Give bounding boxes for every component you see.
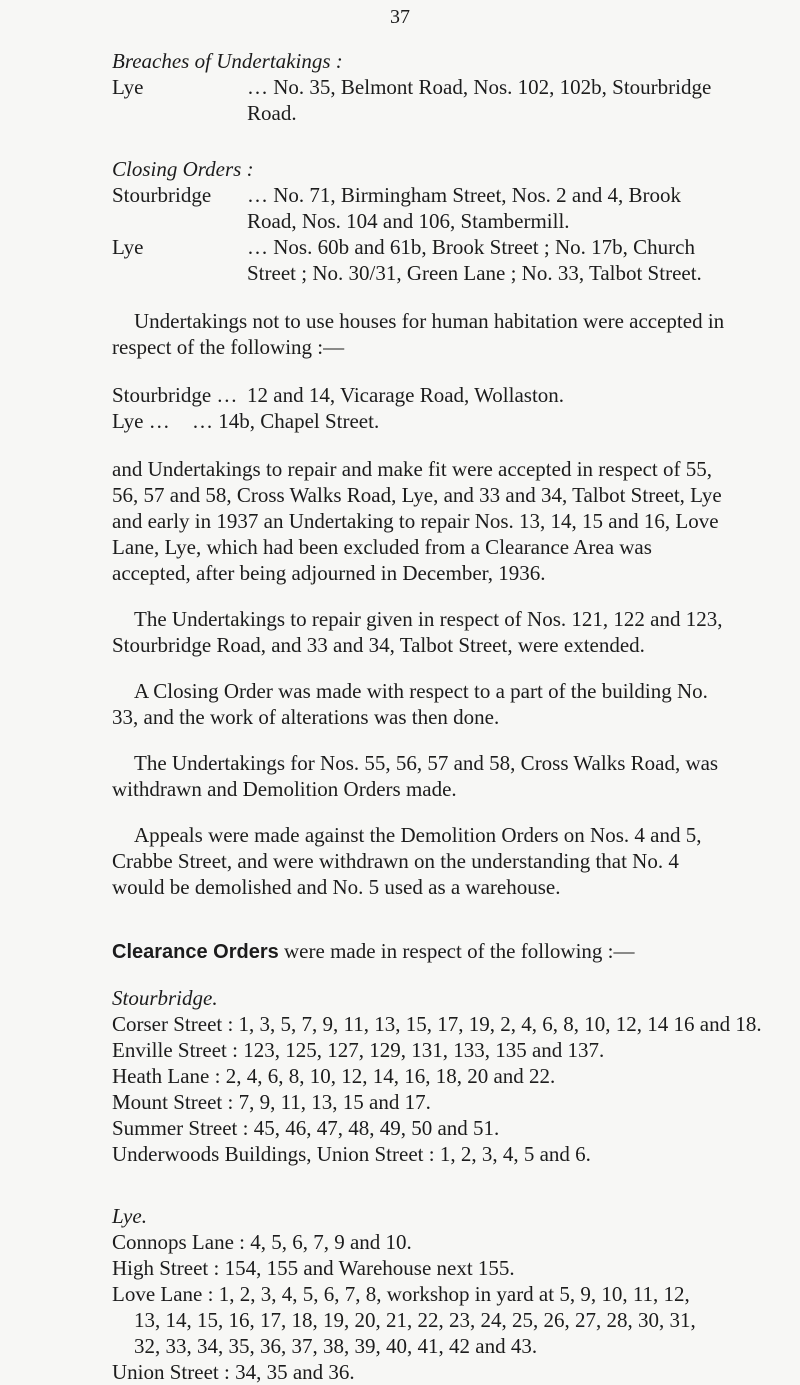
list-item: Love Lane : 1, 2, 3, 4, 5, 6, 7, 8, workshop in yard at 5, 9, 10, 11, 12, — [112, 1282, 690, 1306]
clearance-intro — [112, 938, 730, 965]
paragraph: The Undertakings for Nos. 55, 56, 57 and 58, Cross Walks Road, was withdrawn and Demolition Orders made. — [112, 751, 719, 801]
row-place: Lye … — [112, 409, 170, 433]
row-desc: … No. 71, Birmingham Street, Nos. 2 and 4, Brook Road, Nos. 104 and 106, Stambermill. — [247, 183, 681, 233]
lye-heading: Lye. — [112, 1204, 147, 1228]
paragraph: Appeals were made against the Demolition Orders on Nos. 4 and 5, Crabbe Street, and were withdrawn on the understanding that No. 4 would be demolished and No. 5 used as a warehouse. — [112, 823, 702, 899]
row-place: Stourbridge … — [112, 383, 238, 407]
list-item: Heath Lane : 2, 4, 6, 8, 10, 12, 14, 16, 18, 20 and 22. — [112, 1064, 556, 1088]
list-item-continuation: 13, 14, 15, 16, 17, 18, 19, 20, 21, 22, 23, 24, 25, 26, 27, 28, 30, 31, — [134, 1308, 696, 1332]
list-item: Mount Street : 7, 9, 11, 13, 15 and 17. — [112, 1090, 431, 1114]
list-item: Connops Lane : 4, 5, 6, 7, 9 and 10. — [112, 1230, 412, 1254]
list-item: Corser Street : 1, 3, 5, 7, 9, 11, 13, 15, 17, 19, 2, 4, 6, 8, 10, 12, 14 16 and 18. — [112, 1012, 762, 1036]
clearance-bold: Clearance Orders — [112, 941, 279, 963]
row-place: Lye — [112, 75, 144, 99]
breaches-row — [112, 74, 730, 126]
page-content — [112, 48, 762, 1385]
stourbridge-heading: Stourbridge. — [112, 986, 218, 1010]
breaches-heading: Breaches of Undertakings : — [112, 49, 343, 73]
page-number: 37 — [390, 6, 410, 28]
closing-row — [112, 182, 730, 234]
undertakings-row — [112, 382, 730, 408]
list-item: High Street : 154, 155 and Warehouse next 155. — [112, 1256, 515, 1280]
row-desc: … Nos. 60b and 61b, Brook Street ; No. 17b, Church Street ; No. 30/31, Green Lane ; No. 33, Talbot Street. — [247, 235, 702, 285]
row-place: Stourbridge — [112, 183, 212, 207]
row-place: Lye — [112, 235, 144, 259]
paragraph: and Undertakings to repair and make fit were accepted in respect of 55, 56, 57 and 58, Cross Walks Road, Lye, and 33 and 34, Talbot Street, Lye and early in 1937 an Undertaking to repair Nos. 13, 14, 15 and 16, Love Lane, Lye, which had been excluded from a Clearance Area was accepted, after being adjourned in December, 1936. — [112, 457, 722, 585]
row-desc: 12 and 14, Vicarage Road, Wollaston. — [247, 383, 565, 407]
row-desc: … No. 35, Belmont Road, Nos. 102, 102b, Stourbridge Road. — [247, 75, 712, 125]
list-item: Underwoods Buildings, Union Street : 1, 2, 3, 4, 5 and 6. — [112, 1142, 591, 1166]
row-desc: … 14b, Chapel Street. — [192, 409, 380, 433]
paragraph: A Closing Order was made with respect to a part of the building No. 33, and the work of alterations was then done. — [112, 679, 708, 729]
undertakings-row — [112, 408, 730, 434]
list-item: Summer Street : 45, 46, 47, 48, 49, 50 and 51. — [112, 1116, 500, 1140]
list-item-continuation: 32, 33, 34, 35, 36, 37, 38, 39, 40, 41, 42 and 43. — [134, 1334, 538, 1358]
list-item: Enville Street : 123, 125, 127, 129, 131, 133, 135 and 137. — [112, 1038, 605, 1062]
clearance-rest: were made in respect of the following :— — [278, 939, 635, 963]
paragraph: The Undertakings to repair given in respect of Nos. 121, 122 and 123, Stourbridge Road, and 33 and 34, Talbot Street, were extended. — [112, 607, 723, 657]
closing-row — [112, 234, 730, 286]
list-item: Union Street : 34, 35 and 36. — [112, 1360, 355, 1384]
closing-heading: Closing Orders : — [112, 157, 254, 181]
undertakings-intro: Undertakings not to use houses for human habitation were accepted in respect of the following :— — [112, 309, 725, 359]
